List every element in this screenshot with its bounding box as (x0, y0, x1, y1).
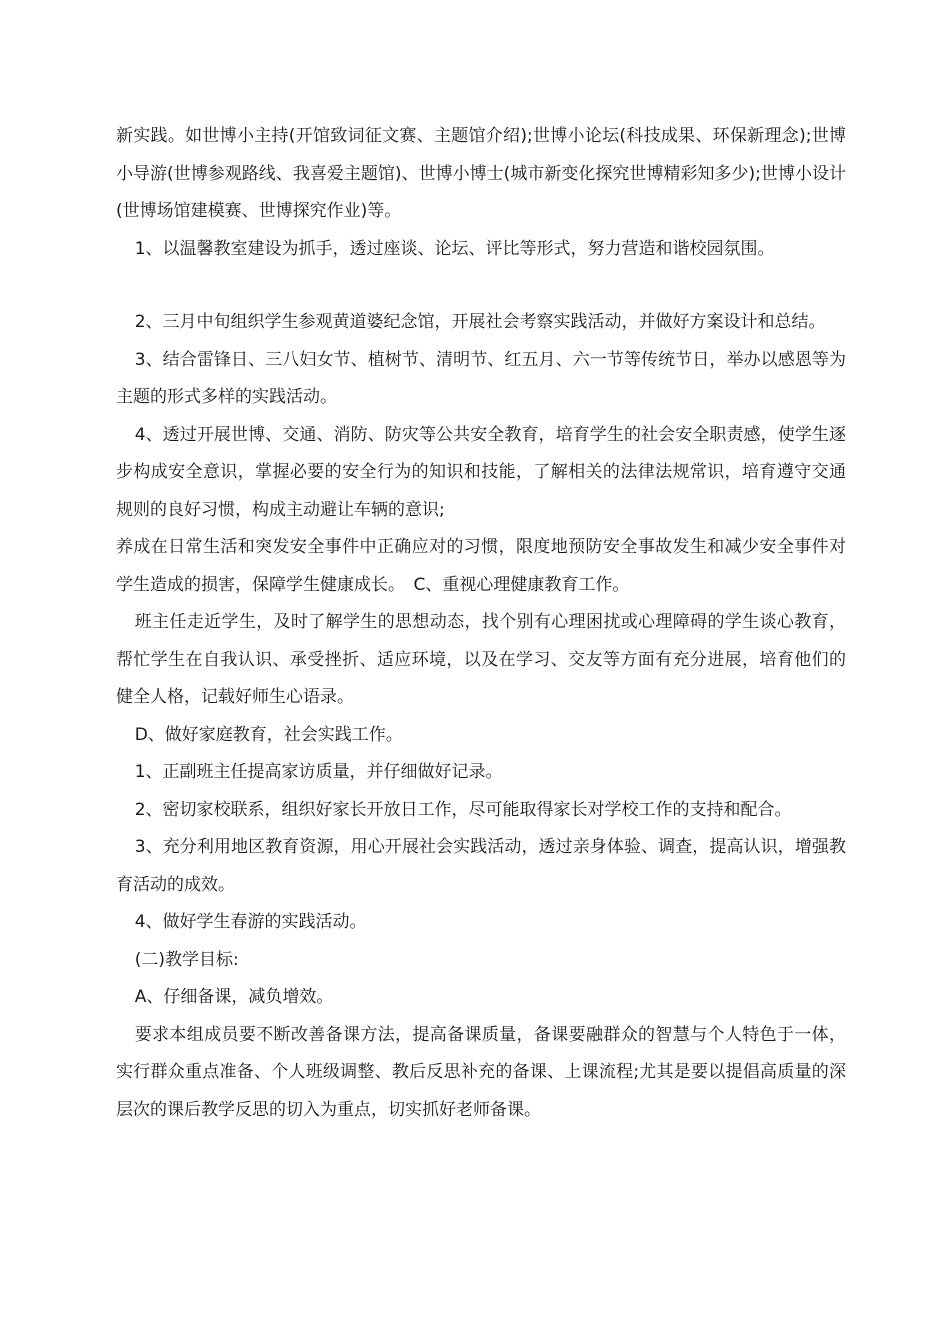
paragraph-item-1-warm-classroom: 1、以温馨教室建设为抓手，透过座谈、论坛、评比等形式，努力营造和谐校园氛围。 (134, 238, 775, 259)
paragraph-item-4-safety-education: 4、透过开展世博、交通、消防、防灾等公共安全教育，培育学生的社会安全职责感，使学生逐步构成安全意识，掌握必要的安全行为的知识和技能，了解相关的法律法规常识，培育遵守交通规则的良好习惯，构成主动避让车辆的意识; (116, 424, 846, 520)
paragraph-section-d-heading: D、做好家庭教育，社会实践工作。 (134, 724, 403, 745)
paragraph-item-3-festivals: 3、结合雷锋日、三八妇女节、植树节、清明节、红五月、六一节等传统节日，举办以感恩等为主题的形式多样的实践活动。 (116, 349, 846, 407)
paragraph-teaching-goals-heading: (二)教学目标: (134, 949, 239, 970)
paragraph-spacer (116, 268, 846, 304)
document-body (116, 118, 846, 1129)
paragraph-d-item-4: 4、做好学生春游的实践活动。 (134, 912, 367, 932)
paragraph-d-item-1: 1、正副班主任提高家访质量，并仔细做好记录。 (134, 762, 503, 782)
paragraph-item-2-memorial-visit: 2、三月中旬组织学生参观黄道婆纪念馆，开展社会考察实践活动，并做好方案设计和总结。 (134, 312, 826, 332)
paragraph-d-item-2: 2、密切家校联系，组织好家长开放日工作，尽可能取得家长对学校工作的支持和配合。 (134, 799, 792, 820)
paragraph-d-item-3: 3、充分利用地区教育资源，用心开展社会实践活动，透过亲身体验、调查，提高认识，增强教育活动的成效。 (116, 837, 846, 895)
paragraph-head-teacher: 班主任走近学生，及时了解学生的思想动态，找个别有心理困扰或心理障碍的学生谈心教育，帮忙学生在自我认识、承受挫折、适应环境，以及在学习、交友等方面有充分进展，培育他们的健全人格，记载好师生心语录。 (116, 612, 846, 707)
paragraph-shibo-practice: 新实践。如世博小主持(开馆致词征文赛、主题馆介绍);世博小论坛(科技成果、环保新理念);世博小导游(世博参观路线、我喜爱主题馆)、世博小博士(城市新变化探究世博精彩知多少);世博小设计(世博场馆建模赛、世博探究作业)等。 (116, 126, 846, 221)
paragraph-section-a-heading: A、仔细备课，减负增效。 (134, 987, 334, 1007)
paragraph-safety-habits: 养成在日常生活和突发安全事件中正确应对的习惯，限度地预防安全事故发生和减少安全事件对学生造成的损害，保障学生健康成长。 C、重视心理健康教育工作。 (116, 537, 846, 595)
paragraph-lesson-prep: 要求本组成员要不断改善备课方法，提高备课质量，备课要融群众的智慧与个人特色于一体，实行群众重点准备、个人班级调整、教后反思补充的备课、上课流程;尤其是要以提倡高质量的深层次的课后教学反思的切入为重点，切实抓好老师备课。 (116, 1024, 846, 1120)
